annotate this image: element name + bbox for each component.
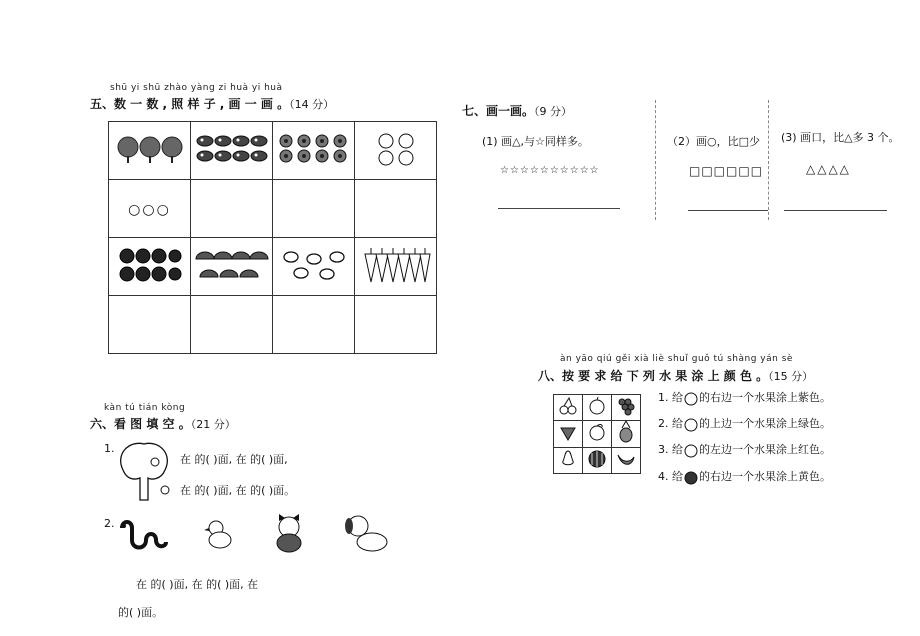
sample-circles: ○○○ xyxy=(128,202,171,218)
q7-2-squares: □□□□□□ xyxy=(689,164,764,178)
cell-flowers xyxy=(273,122,355,180)
q2-line1: 在 的( )面, 在 的( )面, 在 xyxy=(136,578,259,591)
draw-cell-1[interactable] xyxy=(191,180,273,238)
carrot-icon xyxy=(361,246,431,284)
instruction-3 xyxy=(658,441,831,458)
section8-pinyin: àn yāo qiú gěi xià liè shuǐ guǒ tú shàng yán sè xyxy=(560,354,793,364)
tree-scene-icon xyxy=(115,440,173,502)
fruit-cell[interactable] xyxy=(554,421,583,448)
section5-points: （14 分） xyxy=(289,98,335,111)
instruction-1-post: 的右边一个水果涂上紫色。 xyxy=(699,391,831,404)
cell-mushrooms xyxy=(191,238,273,296)
count-draw-table xyxy=(108,121,437,354)
section5-title: 五、数 一 数 , 照 样 子 , 画 一 画 。 xyxy=(90,97,290,111)
cell-carrots xyxy=(355,238,437,296)
divider-1 xyxy=(655,100,656,220)
pear-icon xyxy=(558,449,578,469)
instruction-4 xyxy=(658,468,831,485)
instruction-3-num: 3. xyxy=(658,443,669,456)
watermelon-icon xyxy=(587,449,607,469)
q1-line1: 在 的( )面, 在 的( )面, xyxy=(180,453,288,466)
banana-icon xyxy=(616,449,636,469)
cat-icon xyxy=(270,513,308,553)
q2-number: 2. xyxy=(104,517,115,530)
instruction-1-pre: 给 xyxy=(672,391,683,404)
peach-fruit-icon xyxy=(587,422,607,442)
tree-icon xyxy=(117,134,183,164)
cell-apples xyxy=(109,238,191,296)
q1-line2: 在 的( )面, 在 的( )面。 xyxy=(180,484,296,497)
cell-birds xyxy=(273,238,355,296)
divider-2 xyxy=(768,100,769,220)
instruction-1 xyxy=(658,389,831,406)
q1-number: 1. xyxy=(104,442,115,455)
fruit-cell[interactable] xyxy=(612,395,641,421)
mushroom-icon xyxy=(194,247,270,283)
fish-icon xyxy=(195,133,269,165)
section5-pinyin: shū yi shū zhào yàng zi huà yi huà xyxy=(110,83,283,93)
draw-cell-5[interactable] xyxy=(191,296,273,354)
section6-title: 六、看 图 填 空 。 xyxy=(90,417,191,431)
cherry-icon xyxy=(558,396,578,416)
section6-points: （21 分） xyxy=(190,418,236,431)
instruction-2-pre: 给 xyxy=(672,417,683,430)
draw-cell-2[interactable] xyxy=(273,180,355,238)
dog-icon xyxy=(344,512,390,554)
q7-1-stars: ☆☆☆☆☆☆☆☆☆☆ xyxy=(500,165,600,176)
fruit-cell[interactable] xyxy=(583,421,612,448)
section7-title: 七、画一画。 xyxy=(462,104,535,118)
section7-points: （9 分） xyxy=(534,105,573,118)
fruit-cell[interactable] xyxy=(554,395,583,421)
draw-cell-3[interactable] xyxy=(355,180,437,238)
instruction-4-post: 的右边一个水果涂上黄色。 xyxy=(699,470,831,483)
draw-cell-6[interactable] xyxy=(273,296,355,354)
peach-icon xyxy=(374,132,418,166)
cell-peaches xyxy=(355,122,437,180)
pineapple-icon xyxy=(616,421,636,443)
peach-fruit-icon xyxy=(683,442,699,458)
fruit-cell[interactable] xyxy=(583,448,612,474)
peach-fruit-icon xyxy=(683,416,699,432)
q7-2-answer-line[interactable] xyxy=(688,210,768,211)
q7-2-label: （2）画○，比□少 xyxy=(667,135,760,148)
instruction-2-post: 的上边一个水果涂上绿色。 xyxy=(699,417,831,430)
fruit-cell[interactable] xyxy=(612,421,641,448)
q7-3-triangles: △△△△ xyxy=(806,162,851,176)
instruction-2 xyxy=(658,415,831,432)
section8-heading xyxy=(538,367,813,384)
instruction-4-num: 4. xyxy=(658,470,669,483)
section7-heading xyxy=(462,102,572,119)
cell-trees xyxy=(109,122,191,180)
fruit-cell[interactable] xyxy=(554,448,583,474)
instruction-4-pre: 给 xyxy=(672,470,683,483)
apple-fruit-icon xyxy=(587,396,607,416)
apple-icon xyxy=(118,247,182,283)
section6-heading xyxy=(90,415,236,432)
instruction-1-num: 1. xyxy=(658,391,669,404)
instruction-3-pre: 给 xyxy=(672,443,683,456)
flower-icon xyxy=(277,133,351,165)
q7-3-label: (3) 画口，比△多 3 个。 xyxy=(781,131,900,144)
fruit-cell[interactable] xyxy=(583,395,612,421)
strawberry-icon xyxy=(558,422,578,442)
draw-cell-4[interactable] xyxy=(109,296,191,354)
instruction-2-num: 2. xyxy=(658,417,669,430)
section5-heading xyxy=(90,95,334,112)
section8-points: （15 分） xyxy=(768,370,814,383)
section6-pinyin: kàn tú tián kòng xyxy=(104,403,186,413)
apple-fruit-icon xyxy=(683,390,699,406)
section8-title: 八、按 要 求 给 下 列 水 果 涂 上 颜 色 。 xyxy=(538,369,769,383)
fruit-grid xyxy=(553,394,641,474)
q2-line2: 的( )面。 xyxy=(118,606,164,619)
q7-1-answer-line[interactable] xyxy=(498,208,620,209)
draw-cell-7[interactable] xyxy=(355,296,437,354)
fruit-cell[interactable] xyxy=(612,448,641,474)
watermelon-icon xyxy=(683,469,699,485)
q7-1-label: (1) 画△,与☆同样多。 xyxy=(482,135,589,148)
snake-icon xyxy=(116,518,168,552)
cell-sample xyxy=(109,180,191,238)
chick-icon xyxy=(202,518,236,552)
q7-3-answer-line[interactable] xyxy=(784,210,887,211)
bird-icon xyxy=(279,247,349,283)
grape-icon xyxy=(616,396,636,416)
cell-fish xyxy=(191,122,273,180)
instruction-3-post: 的左边一个水果涂上红色。 xyxy=(699,443,831,456)
